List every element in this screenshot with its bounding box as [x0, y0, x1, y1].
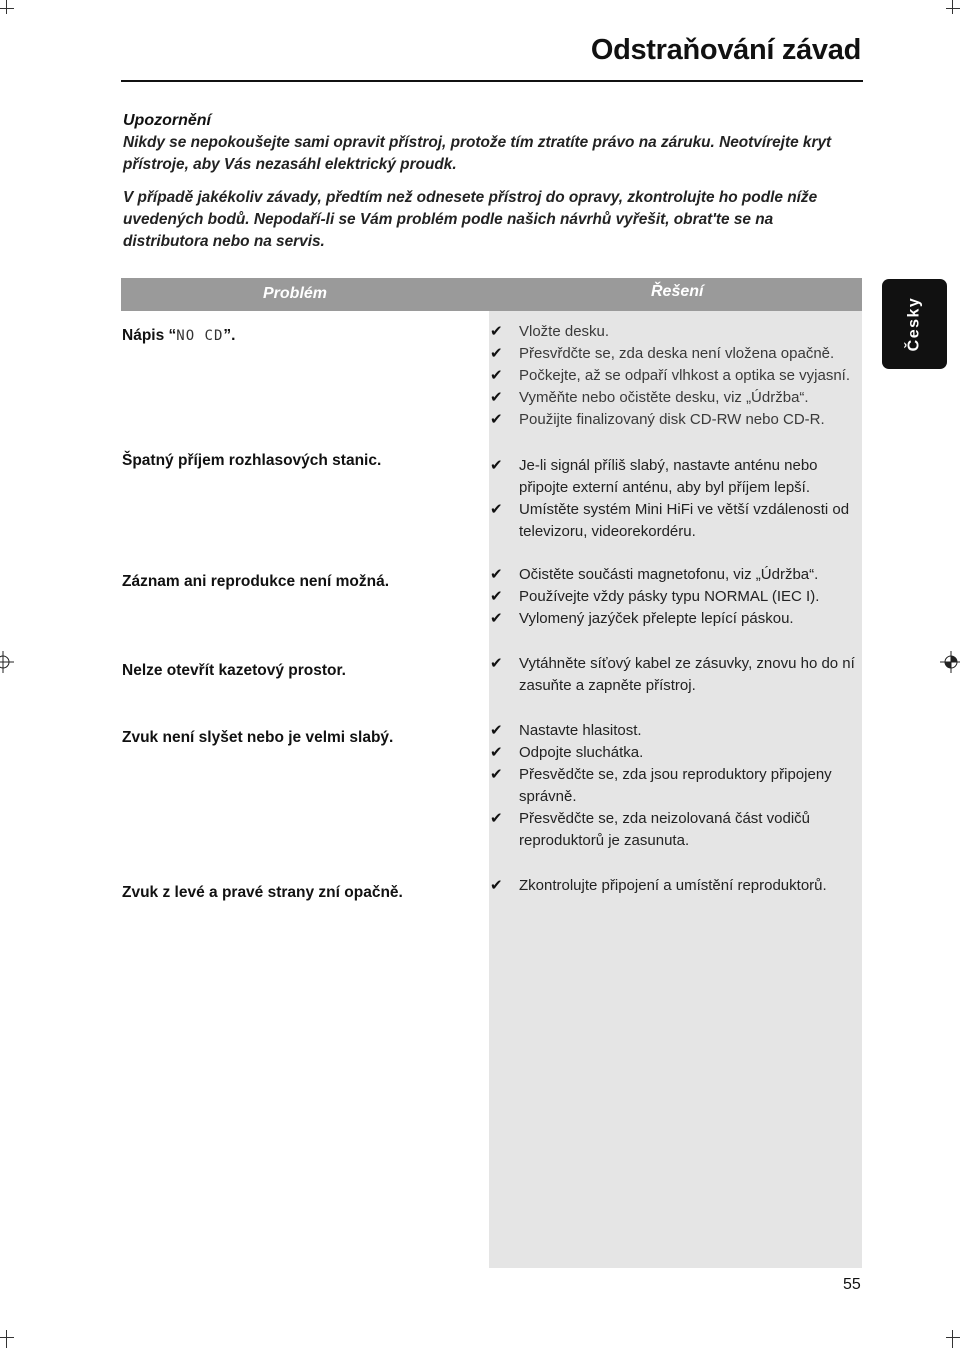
registration-mark-left: [0, 651, 14, 673]
page-number: 55: [843, 1276, 861, 1293]
solution-item: [490, 742, 860, 764]
check-icon: ✔: [490, 722, 503, 739]
solution-item: [490, 564, 860, 586]
solution-text: Používejte vždy pásky typu NORMAL (IEC I).: [519, 588, 820, 605]
solution-list-cassette: [490, 653, 860, 697]
solution-item: [490, 808, 860, 852]
solution-item: [490, 409, 860, 431]
check-icon: ✔: [490, 610, 503, 627]
solution-text: Přesvřdčte se, zda deska není vložena opačně.: [519, 345, 835, 362]
crop-mark: [6, 0, 7, 14]
problem-column-header: [121, 278, 489, 311]
crop-mark: [0, 8, 14, 9]
solution-item: [490, 321, 860, 343]
solution-text: Použijte finalizovaný disk CD-RW nebo CD-R.: [519, 411, 825, 428]
problem-cassette-door: Nelze otevřít kazetový prostor.: [122, 662, 346, 679]
registration-mark-right: [940, 651, 960, 673]
solution-item: [490, 586, 860, 608]
title-divider: [121, 80, 863, 82]
warning-paragraph-1: Nikdy se nepokoušejte sami opravit přístroj, protože tím ztratíte právo na záruku. Neotvírejte kryt přístroje, aby Vás nezasáhl elektrický proudk.: [123, 134, 832, 173]
check-icon: ✔: [490, 655, 503, 672]
solution-item: [490, 343, 860, 365]
check-icon: ✔: [490, 877, 503, 894]
crop-mark: [946, 1337, 960, 1338]
check-icon: ✔: [490, 766, 503, 783]
crop-mark: [952, 1330, 953, 1348]
problem-text: Nápis “: [122, 327, 177, 344]
check-icon: ✔: [490, 810, 503, 827]
problem-channels-swapped: Zvuk z levé a pravé strany zní opačně.: [122, 884, 403, 901]
problem-header-label: Problém: [263, 285, 328, 302]
crop-mark: [6, 1330, 7, 1348]
solution-item: [490, 608, 860, 630]
check-icon: ✔: [490, 367, 503, 384]
check-icon: ✔: [490, 389, 503, 406]
check-icon: ✔: [490, 566, 503, 583]
solution-text: Je-li signál příliš slabý, nastavte anténu nebo připojte externí anténu, aby byl příjem lepší.: [519, 457, 818, 496]
solution-text: Umístěte systém Mini HiFi ve větší vzdálenosti od televizoru, videorekordéru.: [519, 501, 850, 540]
check-icon: ✔: [490, 411, 503, 428]
solution-item: [490, 764, 860, 808]
problem-text: ”.: [223, 327, 236, 344]
solution-item: [490, 499, 860, 543]
solution-header-label: Řešení: [651, 283, 704, 300]
solution-text: Přesvědčte se, zda neizolovaná část vodičů reproduktorů je zasunuta.: [519, 810, 810, 849]
solution-column-header: [489, 278, 862, 311]
solution-list-tape: [490, 564, 860, 630]
check-icon: ✔: [490, 744, 503, 761]
solution-text: Počkejte, až se odpaří vlhkost a optika se vyjasní.: [519, 367, 851, 384]
solution-text: Nastavte hlasitost.: [519, 722, 642, 739]
solution-item: [490, 875, 860, 897]
check-icon: ✔: [490, 323, 503, 340]
crop-mark: [946, 8, 960, 9]
solution-text: Vložte desku.: [519, 323, 610, 340]
language-tab-label: Česky: [905, 296, 923, 352]
solution-item: [490, 365, 860, 387]
solution-list-channels: [490, 875, 860, 897]
check-icon: ✔: [490, 345, 503, 362]
warning-heading: Upozornění: [123, 112, 211, 129]
crop-mark: [0, 1337, 14, 1338]
solution-text: Očistěte součásti magnetofonu, viz „Údržba“.: [519, 566, 819, 583]
page-title: Odstraňování závad: [590, 34, 861, 66]
check-icon: ✔: [490, 457, 503, 474]
solution-list-no-cd: [490, 321, 860, 431]
problem-radio-reception: Špatný příjem rozhlasových stanic.: [122, 452, 382, 469]
crop-mark: [952, 0, 953, 14]
display-code: NO CD: [176, 328, 224, 344]
warning-block: [123, 112, 853, 264]
check-icon: ✔: [490, 501, 503, 518]
solution-item: [490, 387, 860, 409]
solution-list-sound: [490, 720, 860, 852]
solution-item: [490, 653, 860, 697]
solution-item: [490, 455, 860, 499]
solution-item: [490, 720, 860, 742]
solution-text: Odpojte sluchátka.: [519, 744, 644, 761]
problem-tape: Záznam ani reprodukce není možná.: [122, 573, 390, 590]
solution-list-radio: [490, 455, 860, 543]
language-tab: [882, 279, 947, 369]
solution-text: Zkontrolujte připojení a umístění reproduktorů.: [519, 877, 827, 894]
solution-text: Vylomený jazýček přelepte lepící páskou.: [519, 610, 794, 627]
problem-no-sound: Zvuk není slyšet nebo je velmi slabý.: [122, 729, 394, 746]
problem-no-cd: [122, 327, 235, 345]
solution-text: Vyměňte nebo očistěte desku, viz „Údržba“.: [519, 389, 809, 406]
solution-text: Přesvědčte se, zda jsou reproduktory připojeny správně.: [519, 766, 832, 805]
warning-paragraph-2: V případě jakékoliv závady, předtím než odnesete přístroj do opravy, zkontrolujte ho podle níže uvedených bodů. Nepodaří-li se Vám problém podle našich návrhů vyřešit, obrat'te se na distributora nebo na servis.: [123, 189, 818, 250]
check-icon: ✔: [490, 588, 503, 605]
solution-text: Vytáhněte síťový kabel ze zásuvky, znovu ho do ní zasuňte a zapněte přístroj.: [519, 655, 855, 694]
